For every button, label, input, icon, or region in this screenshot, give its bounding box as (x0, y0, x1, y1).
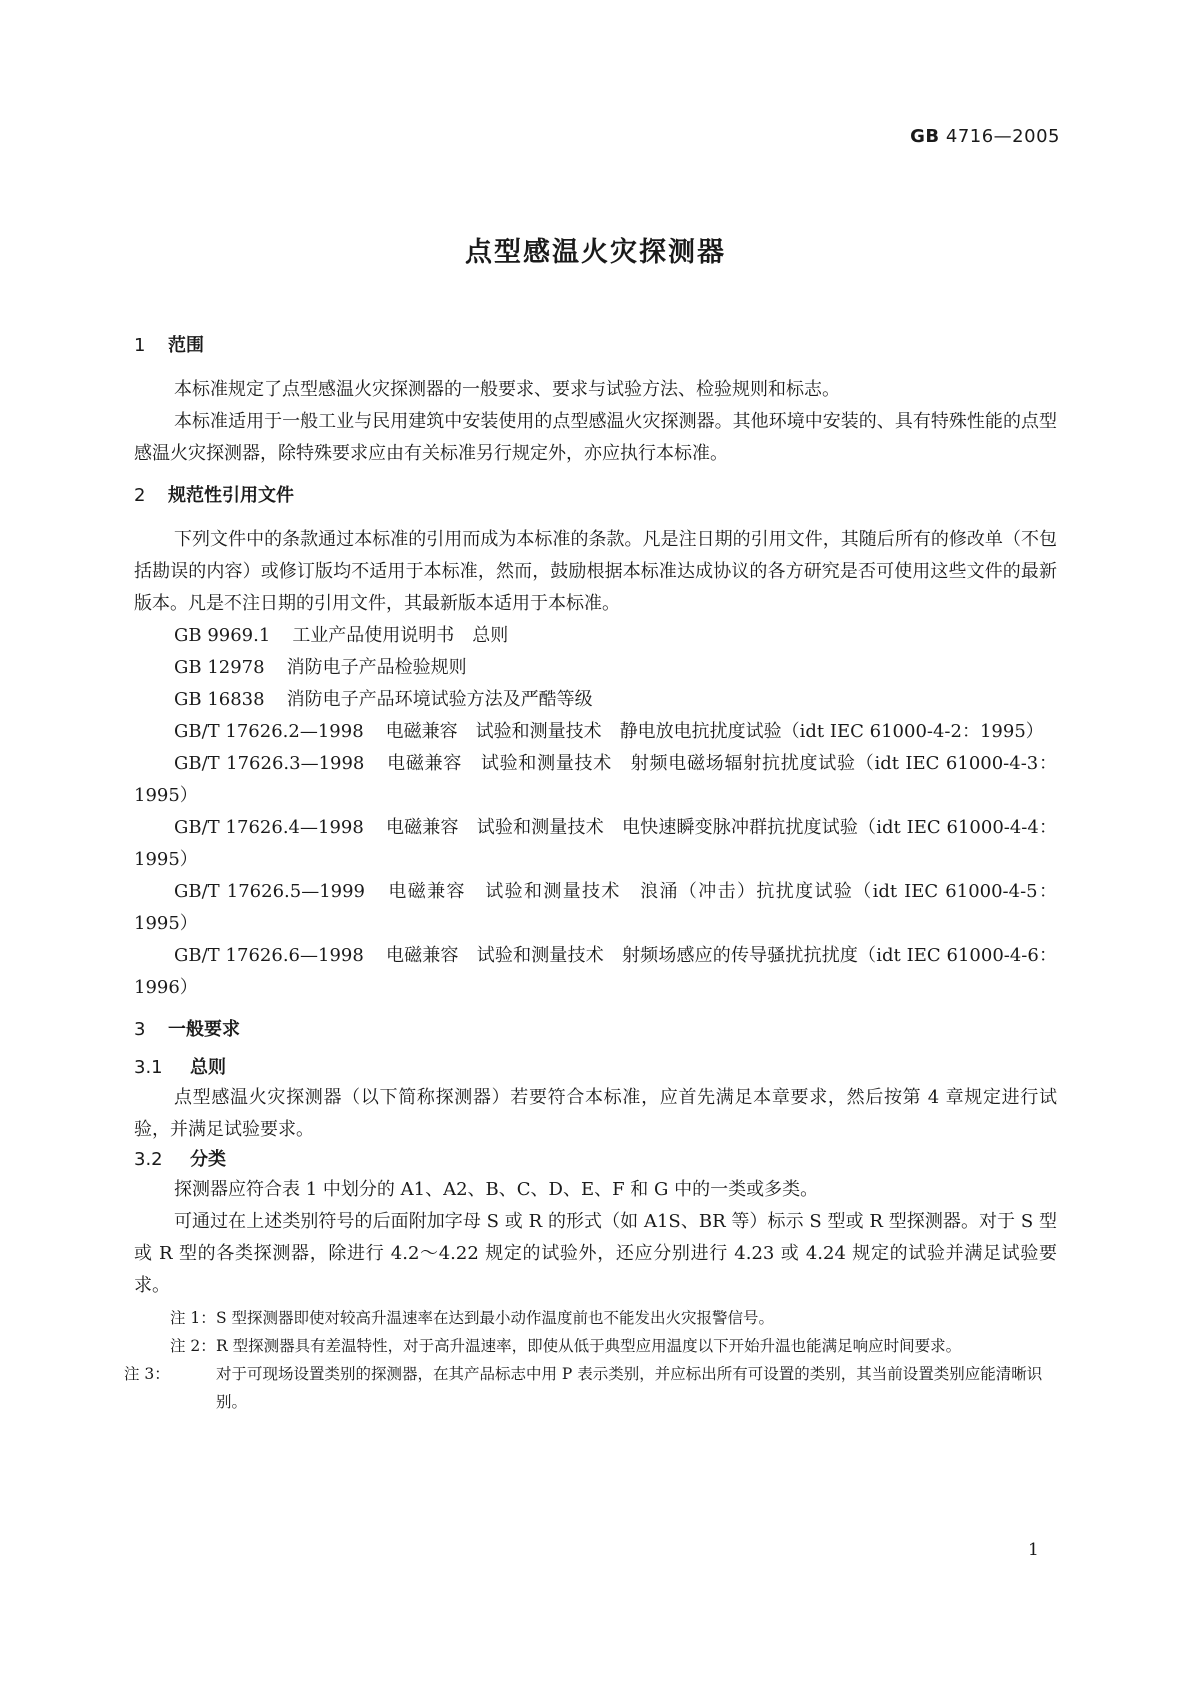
reference-code: GB/T 17626.3—1998 (174, 753, 365, 774)
section-title: 规范性引用文件 (168, 485, 294, 506)
reference-item (134, 748, 1057, 812)
note-text: 对于可现场设置类别的探测器，在其产品标志中用 P 表示类别，并应标出所有可设置的类别，其当前设置类别应能清晰识别。 (216, 1365, 1043, 1411)
standard-number: 4716—2005 (945, 126, 1060, 147)
note-label: 注 2： (170, 1337, 216, 1355)
note-text: S 型探测器即使对较高升温速率在达到最小动作温度前也不能发出火灾报警信号。 (216, 1309, 775, 1327)
reference-title: 电磁兼容 试验和测量技术 射频场感应的传导骚扰抗扰度（idt IEC 61000-4-6：1996） (134, 945, 1057, 998)
document-body (124, 332, 1057, 1416)
reference-title: 消防电子产品检验规则 (286, 657, 467, 678)
section-2-heading (134, 482, 1057, 510)
section-1-heading (134, 332, 1057, 360)
section-title: 范围 (168, 335, 204, 356)
paragraph: 下列文件中的条款通过本标准的引用而成为本标准的条款。凡是注日期的引用文件，其随后所有的修改单（不包括勘误的内容）或修订版均不适用于本标准，然而，鼓励根据本标准达成协议的各方研究是否可使用这些文件的最新版本。凡是不注日期的引用文件，其最新版本适用于本标准。 (134, 529, 1057, 614)
section-3-1-heading (134, 1054, 1057, 1082)
reference-item (134, 716, 1057, 748)
standard-code (910, 126, 1060, 147)
section-title: 一般要求 (168, 1019, 240, 1040)
paragraph: 点型感温火灾探测器（以下简称探测器）若要符合本标准，应首先满足本章要求，然后按第 4 章规定进行试验，并满足试验要求。 (134, 1087, 1057, 1140)
reference-item (134, 940, 1057, 1004)
reference-title: 电磁兼容 试验和测量技术 浪涌（冲击）抗扰度试验（idt IEC 61000-4-5：1995） (134, 881, 1057, 934)
note-label: 注 3： (124, 1365, 170, 1383)
reference-item (134, 620, 1057, 652)
reference-code: GB/T 17626.2—1998 (174, 721, 364, 742)
note-label: 注 1： (170, 1309, 216, 1327)
reference-title: 消防电子产品环境试验方法及严酷等级 (286, 689, 593, 710)
reference-title: 电磁兼容 试验和测量技术 静电放电抗扰度试验（idt IEC 61000-4-2：1995） (385, 721, 1044, 742)
section-3-heading (134, 1016, 1057, 1044)
reference-title: 电磁兼容 试验和测量技术 电快速瞬变脉冲群抗扰度试验（idt IEC 61000-4-4：1995） (134, 817, 1057, 870)
note (134, 1332, 1057, 1360)
note-text: R 型探测器具有差温特性，对于高升温速率，即使从低于典型应用温度以下开始升温也能满足响应时间要求。 (216, 1337, 962, 1355)
page-number: 1 (1028, 1540, 1039, 1560)
reference-code: GB 12978 (174, 657, 265, 678)
reference-code: GB/T 17626.5—1999 (174, 881, 366, 902)
paragraph: 本标准适用于一般工业与民用建筑中安装使用的点型感温火灾探测器。其他环境中安装的、具有特殊性能的点型感温火灾探测器，除特殊要求应由有关标准另行规定外，亦应执行本标准。 (134, 411, 1057, 464)
reference-code: GB 16838 (174, 689, 265, 710)
note (124, 1360, 1057, 1416)
reference-item (134, 876, 1057, 940)
reference-code: GB/T 17626.4—1998 (174, 817, 364, 838)
reference-title: 电磁兼容 试验和测量技术 射频电磁场辐射抗扰度试验（idt IEC 61000-4-3：1995） (134, 753, 1057, 806)
section-number: 3 (134, 1019, 146, 1040)
section-number: 3.2 (134, 1149, 163, 1170)
section-number: 1 (134, 335, 146, 356)
section-3-2-heading (134, 1146, 1057, 1174)
note (134, 1304, 1057, 1332)
reference-item (134, 812, 1057, 876)
paragraph: 探测器应符合表 1 中划分的 A1、A2、B、C、D、E、F 和 G 中的一类或多类。 (174, 1179, 819, 1200)
reference-code: GB 9969.1 (174, 625, 271, 646)
section-number: 3.1 (134, 1057, 163, 1078)
section-title: 总则 (190, 1057, 226, 1078)
paragraph: 可通过在上述类别符号的后面附加字母 S 或 R 的形式（如 A1S、BR 等）标示 S 型或 R 型探测器。对于 S 型或 R 型的各类探测器，除进行 4.2～4.22 规定的试验外，还应分别进行 4.23 或 4.24 规定的试验并满足试验要求。 (134, 1211, 1057, 1296)
reference-item (134, 652, 1057, 684)
reference-title: 工业产品使用说明书 总则 (292, 625, 509, 646)
section-title: 分类 (190, 1149, 226, 1170)
standard-prefix: GB (910, 126, 940, 147)
section-number: 2 (134, 485, 146, 506)
document-title: 点型感温火灾探测器 (465, 237, 726, 268)
paragraph: 本标准规定了点型感温火灾探测器的一般要求、要求与试验方法、检验规则和标志。 (174, 379, 840, 400)
reference-code: GB/T 17626.6—1998 (174, 945, 364, 966)
reference-item (134, 684, 1057, 716)
